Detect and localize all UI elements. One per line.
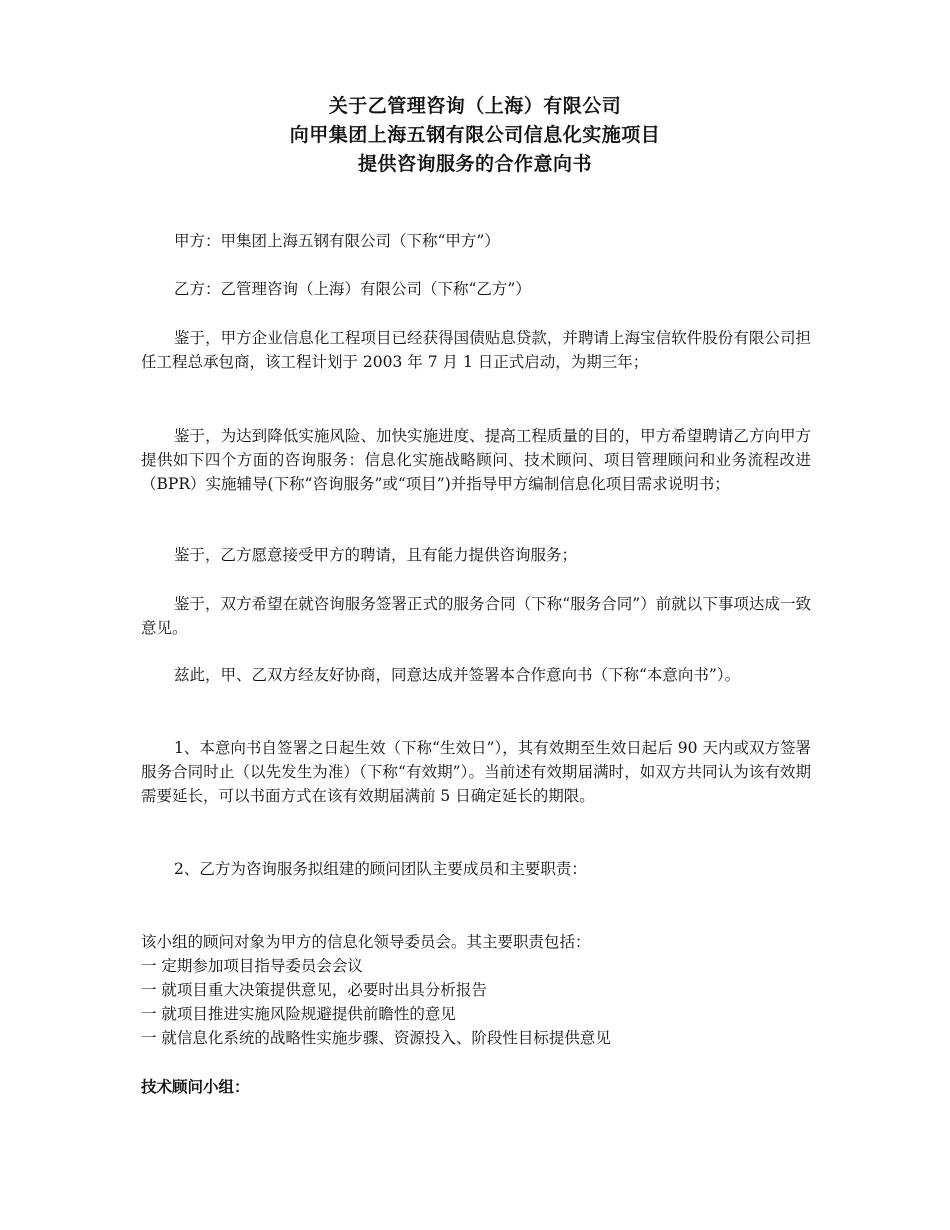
recital-1: 鉴于，甲方企业信息化工程项目已经获得国债贴息贷款，并聘请上海宝信软件股份有限公司担任工程总承包商，该工程计划于 2003 年 7 月 1 日正式启动，为期三年；	[141, 329, 811, 371]
recital-3: 鉴于，乙方愿意接受甲方的聘请，且有能力提供咨询服务；	[174, 546, 578, 564]
title-line-1: 关于乙管理咨询（上海）有限公司	[328, 95, 622, 117]
clause-2: 2、乙方为咨询服务拟组建的顾问团队主要成员和主要职责：	[174, 860, 587, 878]
committee-item: 一 就项目推进实施风险规避提供前瞻性的意见	[141, 1005, 456, 1023]
committee-item: 一 定期参加项目指导委员会会议	[141, 957, 363, 975]
clause-1: 1、本意向书自签署之日起生效（下称“生效日”），其有效期至生效日起后 90 天内或双方签署服务合同时止（以先发生为准）（下称“有效期”）。当前述有效期届满时，如双方共同认为该有效期需要延长，可以书面方式在该有效期届满前 5 日确定延长的期限。	[141, 739, 811, 805]
committee-intro: 该小组的顾问对象为甲方的信息化领导委员会。其主要职责包括：	[141, 933, 591, 951]
title-line-3: 提供咨询服务的合作意向书	[357, 153, 592, 175]
title-line-2: 向甲集团上海五钢有限公司信息化实施项目	[289, 124, 661, 146]
recital-4: 鉴于，双方希望在就咨询服务签署正式的服务合同（下称“服务合同”）前就以下事项达成一致意见。	[141, 595, 811, 637]
committee-item: 一 就项目重大决策提供意见，必要时出具分析报告	[141, 981, 487, 999]
committee-section	[141, 930, 811, 1050]
agreement-statement: 兹此，甲、乙双方经友好协商，同意达成并签署本合作意向书（下称“本意向书”）。	[174, 666, 741, 684]
recital-2: 鉴于，为达到降低实施风险、加快实施进度、提高工程质量的目的，甲方希望聘请乙方向甲方提供如下四个方面的咨询服务：信息化实施战略顾问、技术顾问、项目管理顾问和业务流程改进（BPR）实施辅导(下称“咨询服务”或“项目”)并指导甲方编制信息化项目需求说明书；	[141, 427, 811, 493]
document-title	[0, 92, 950, 179]
party-a: 甲方：甲集团上海五钢有限公司（下称“甲方”）	[174, 232, 500, 250]
committee-item: 一 就信息化系统的战略性实施步骤、资源投入、阶段性目标提供意见	[141, 1029, 611, 1047]
party-b: 乙方：乙管理咨询（上海）有限公司（下称“乙方”）	[174, 280, 531, 298]
tech-group-heading: 技术顾问小组：	[141, 1078, 250, 1096]
